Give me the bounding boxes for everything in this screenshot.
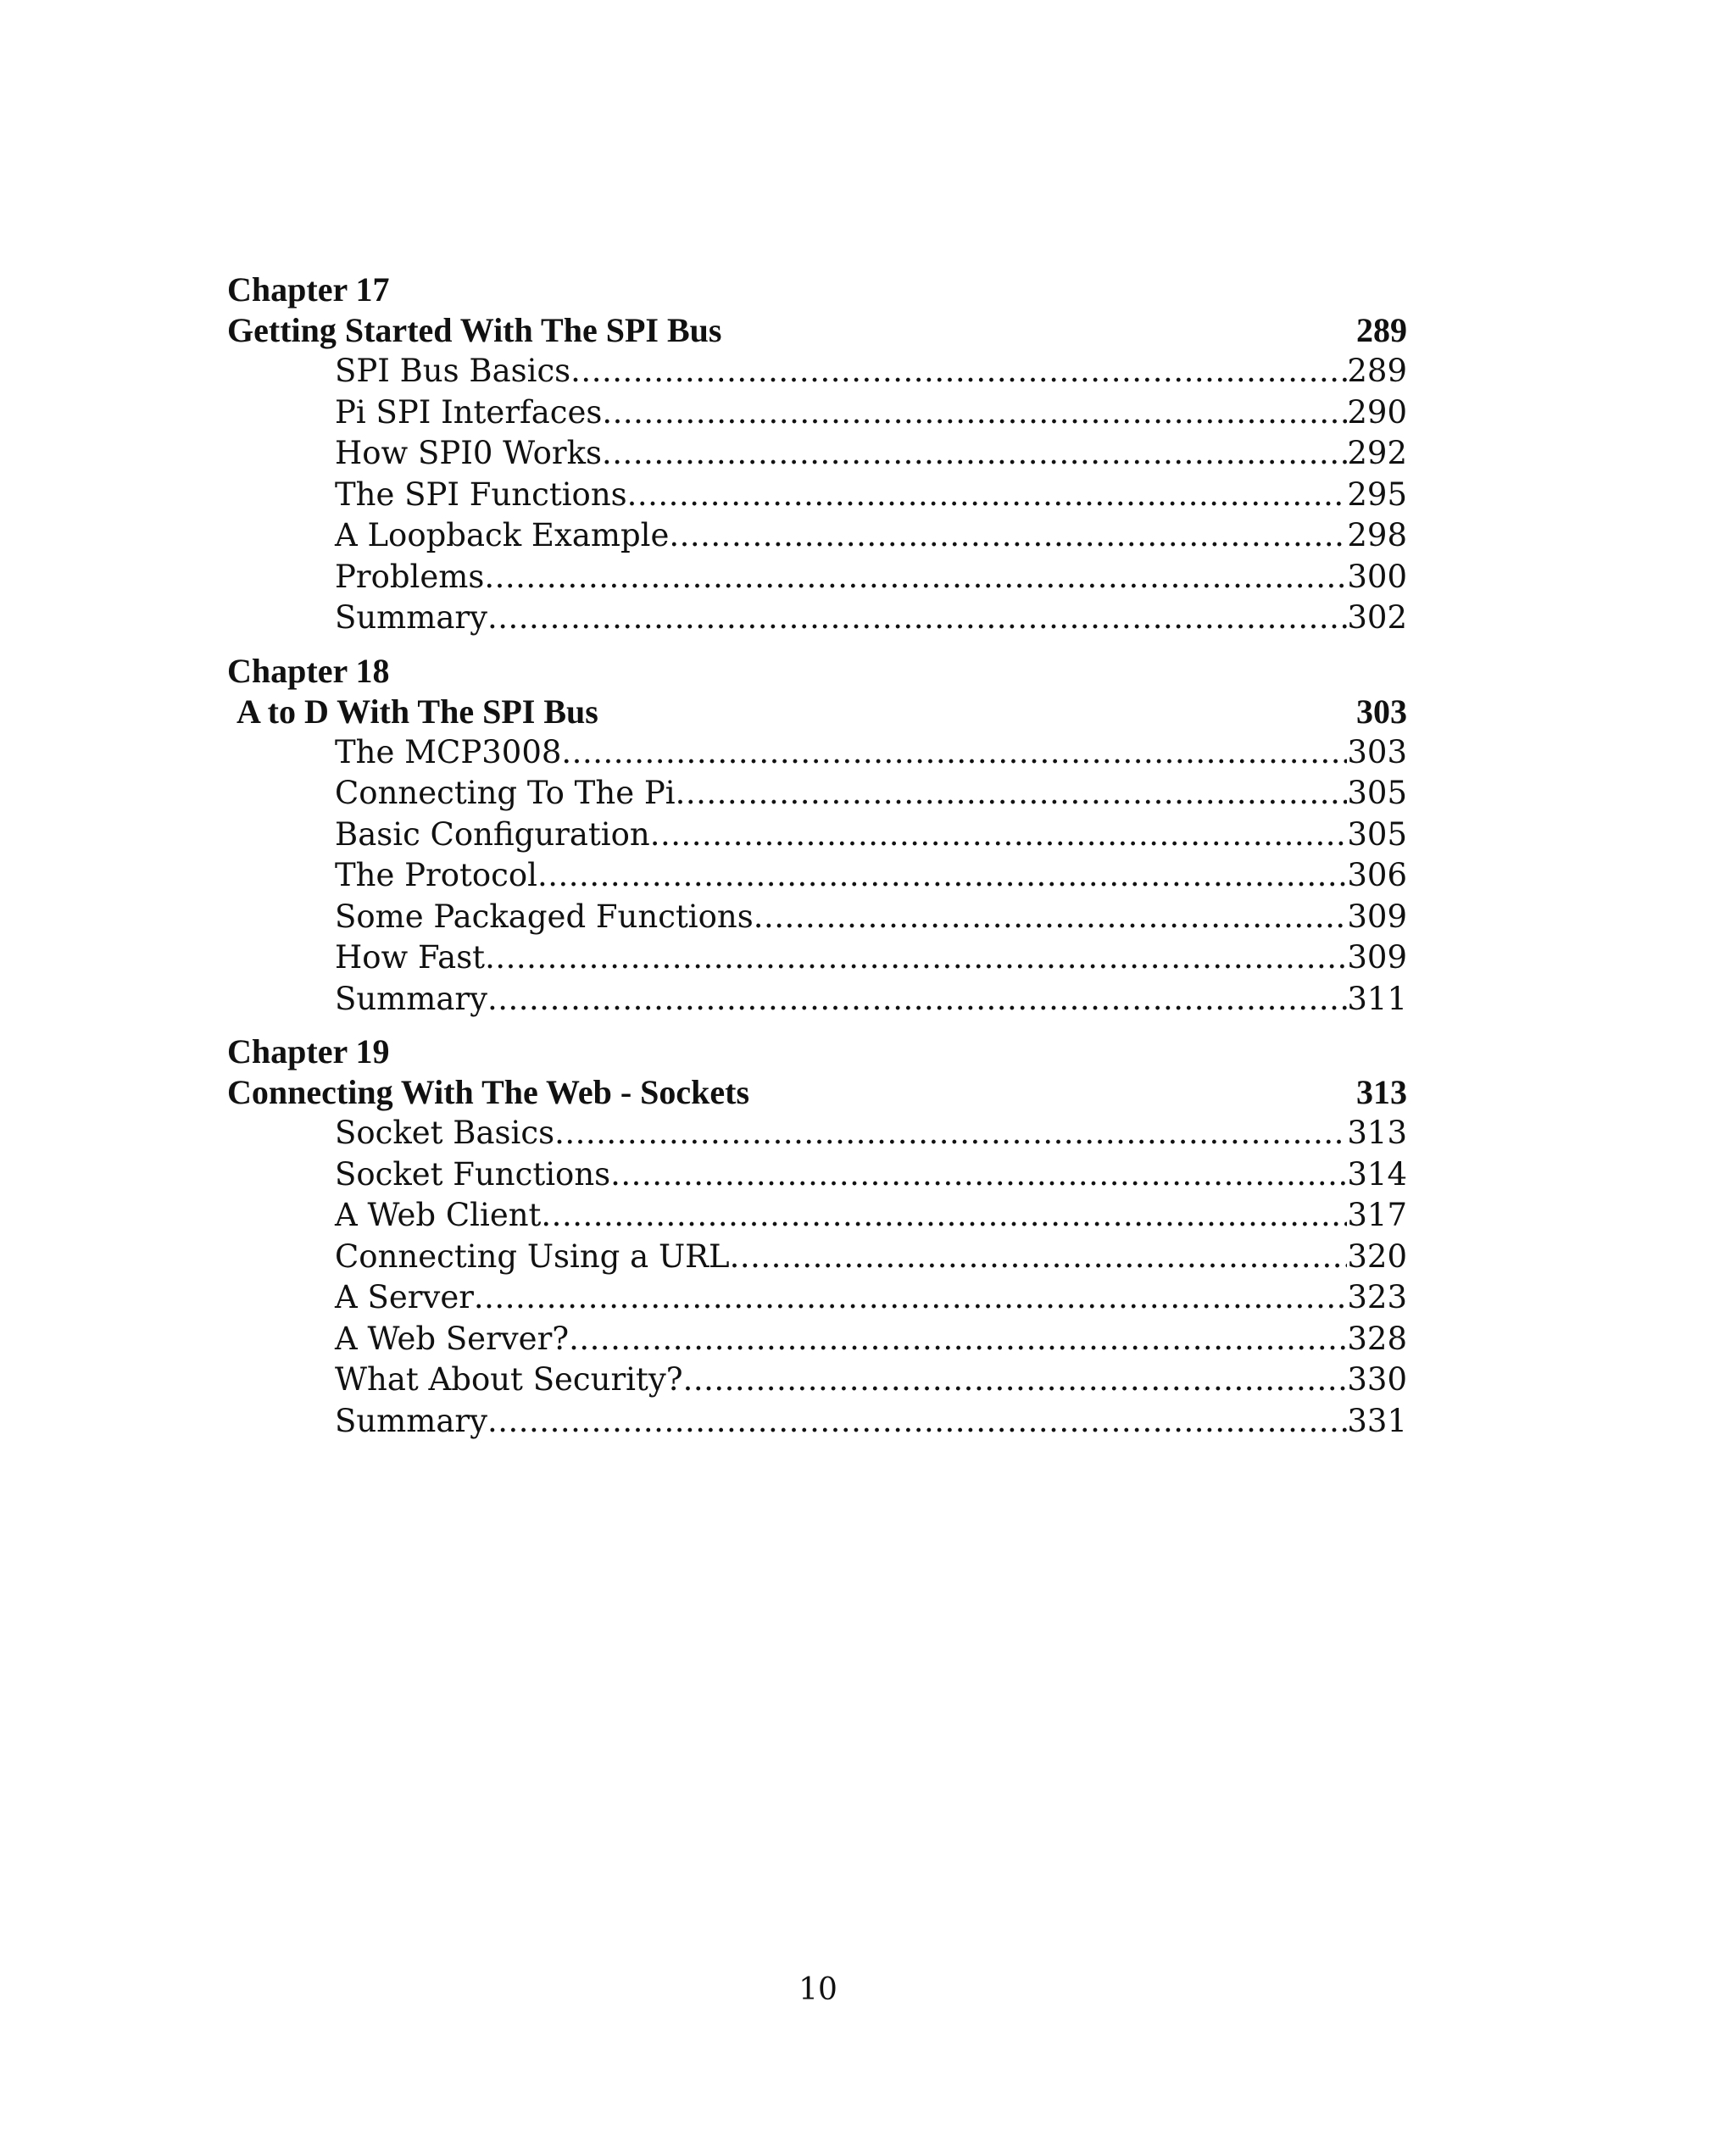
entry-label: Problems xyxy=(335,558,485,595)
toc-entry[interactable] xyxy=(227,1195,1407,1237)
entry-page: 289 xyxy=(1347,353,1407,389)
toc-entry[interactable] xyxy=(227,1401,1407,1443)
entry-label: A Web Server? xyxy=(335,1320,570,1357)
dot-leader xyxy=(570,351,1347,392)
toc-entry[interactable] xyxy=(227,598,1407,639)
chapter-title-row[interactable] xyxy=(227,692,1407,732)
entry-page: 311 xyxy=(1347,980,1407,1017)
entry-label: The SPI Functions xyxy=(335,475,627,513)
toc-entry[interactable] xyxy=(227,433,1407,475)
entry-label: Pi SPI Interfaces xyxy=(335,393,603,431)
chapter-18-section xyxy=(227,651,1407,1020)
dot-leader xyxy=(537,855,1347,897)
entry-page: 305 xyxy=(1347,775,1407,811)
chapter-19-section xyxy=(227,1032,1407,1442)
toc-entry[interactable] xyxy=(227,1113,1407,1154)
entry-label: Summary xyxy=(335,599,487,636)
dot-leader xyxy=(602,392,1347,434)
entry-label: A Server xyxy=(335,1279,474,1315)
dot-leader xyxy=(561,732,1347,774)
dot-leader xyxy=(487,979,1347,1020)
entry-page: 314 xyxy=(1347,1155,1407,1193)
entry-page: 300 xyxy=(1347,558,1407,595)
entry-page: 295 xyxy=(1347,475,1407,513)
entry-label: What About Security? xyxy=(335,1361,683,1398)
entry-label: A Web Client xyxy=(335,1197,542,1233)
toc-entry[interactable] xyxy=(227,732,1407,774)
chapter-title-row[interactable] xyxy=(227,310,1407,351)
toc-entry[interactable] xyxy=(227,773,1407,815)
dot-leader xyxy=(485,937,1347,979)
dot-leader xyxy=(487,598,1347,639)
dot-leader xyxy=(610,1154,1347,1196)
toc-entry[interactable] xyxy=(227,855,1407,897)
dot-leader xyxy=(683,1360,1348,1401)
entry-page: 330 xyxy=(1347,1361,1407,1398)
entry-page: 306 xyxy=(1347,857,1407,893)
dot-leader xyxy=(730,1237,1348,1278)
dot-leader xyxy=(602,433,1347,475)
entry-page: 292 xyxy=(1347,435,1407,471)
entry-label: Connecting Using a URL xyxy=(335,1237,730,1275)
toc-entry[interactable] xyxy=(227,815,1407,856)
table-of-contents xyxy=(227,270,1407,1454)
dot-leader xyxy=(487,1401,1347,1443)
toc-entry[interactable] xyxy=(227,937,1407,979)
entry-page: 290 xyxy=(1347,393,1407,431)
dot-leader xyxy=(541,1195,1347,1237)
chapter-label: Chapter 19 xyxy=(227,1032,390,1070)
entry-label: Socket Basics xyxy=(335,1115,555,1151)
entry-label: Summary xyxy=(335,980,487,1017)
toc-entry[interactable] xyxy=(227,897,1407,938)
entry-page: 309 xyxy=(1347,898,1407,935)
dot-leader xyxy=(669,515,1347,557)
toc-entry[interactable] xyxy=(227,392,1407,434)
dot-leader xyxy=(474,1277,1347,1319)
entry-label: The Protocol xyxy=(335,857,538,893)
dot-leader xyxy=(569,1319,1347,1360)
toc-entry[interactable] xyxy=(227,1319,1407,1360)
entry-label: Basic Configuration xyxy=(335,815,650,853)
entry-page: 323 xyxy=(1347,1279,1407,1315)
toc-entry[interactable] xyxy=(227,475,1407,516)
chapter-title-row[interactable] xyxy=(227,1072,1407,1113)
dot-leader xyxy=(554,1113,1347,1154)
entry-label: The MCP3008 xyxy=(335,733,562,770)
entry-page: 302 xyxy=(1347,599,1407,636)
chapter-label: Chapter 17 xyxy=(227,270,390,309)
dot-leader xyxy=(754,897,1348,938)
chapter-title: Connecting With The Web - Sockets xyxy=(227,1073,750,1111)
dot-leader xyxy=(484,557,1347,598)
entry-page: 298 xyxy=(1347,517,1407,553)
toc-entry[interactable] xyxy=(227,515,1407,557)
entry-page: 320 xyxy=(1347,1237,1407,1275)
chapter-label: Chapter 18 xyxy=(227,651,390,690)
toc-entry[interactable] xyxy=(227,1277,1407,1319)
entry-page: 328 xyxy=(1347,1320,1407,1357)
entry-page: 331 xyxy=(1347,1402,1407,1439)
entry-page: 309 xyxy=(1347,939,1407,976)
toc-entry[interactable] xyxy=(227,1237,1407,1278)
chapter-title: Getting Started With The SPI Bus xyxy=(227,311,722,349)
chapter-17-section xyxy=(227,270,1407,639)
chapter-page-number: 313 xyxy=(1356,1073,1407,1111)
dot-leader xyxy=(627,475,1348,516)
entry-label: Socket Functions xyxy=(335,1155,611,1193)
entry-page: 313 xyxy=(1347,1115,1407,1151)
toc-entry[interactable] xyxy=(227,1360,1407,1401)
chapter-page-number: 289 xyxy=(1356,311,1407,349)
toc-entry[interactable] xyxy=(227,351,1407,392)
entry-label: Connecting To The Pi xyxy=(335,775,676,811)
dot-leader xyxy=(650,815,1348,856)
entry-label: SPI Bus Basics xyxy=(335,353,571,389)
toc-entry[interactable] xyxy=(227,979,1407,1020)
chapter-page-number: 303 xyxy=(1356,692,1407,731)
toc-entry[interactable] xyxy=(227,557,1407,598)
entry-label: Some Packaged Functions xyxy=(335,898,754,935)
dot-leader xyxy=(676,773,1348,815)
entry-label: Summary xyxy=(335,1402,487,1439)
entry-page: 317 xyxy=(1347,1197,1407,1233)
toc-entry[interactable] xyxy=(227,1154,1407,1196)
entry-label: How SPI0 Works xyxy=(335,435,603,471)
entry-page: 303 xyxy=(1347,733,1407,770)
chapter-title: A to D With The SPI Bus xyxy=(236,692,598,731)
entry-page: 305 xyxy=(1347,815,1407,853)
entry-label: How Fast xyxy=(335,939,486,976)
page-number: 10 xyxy=(798,1972,837,2007)
entry-label: A Loopback Example xyxy=(335,517,670,553)
